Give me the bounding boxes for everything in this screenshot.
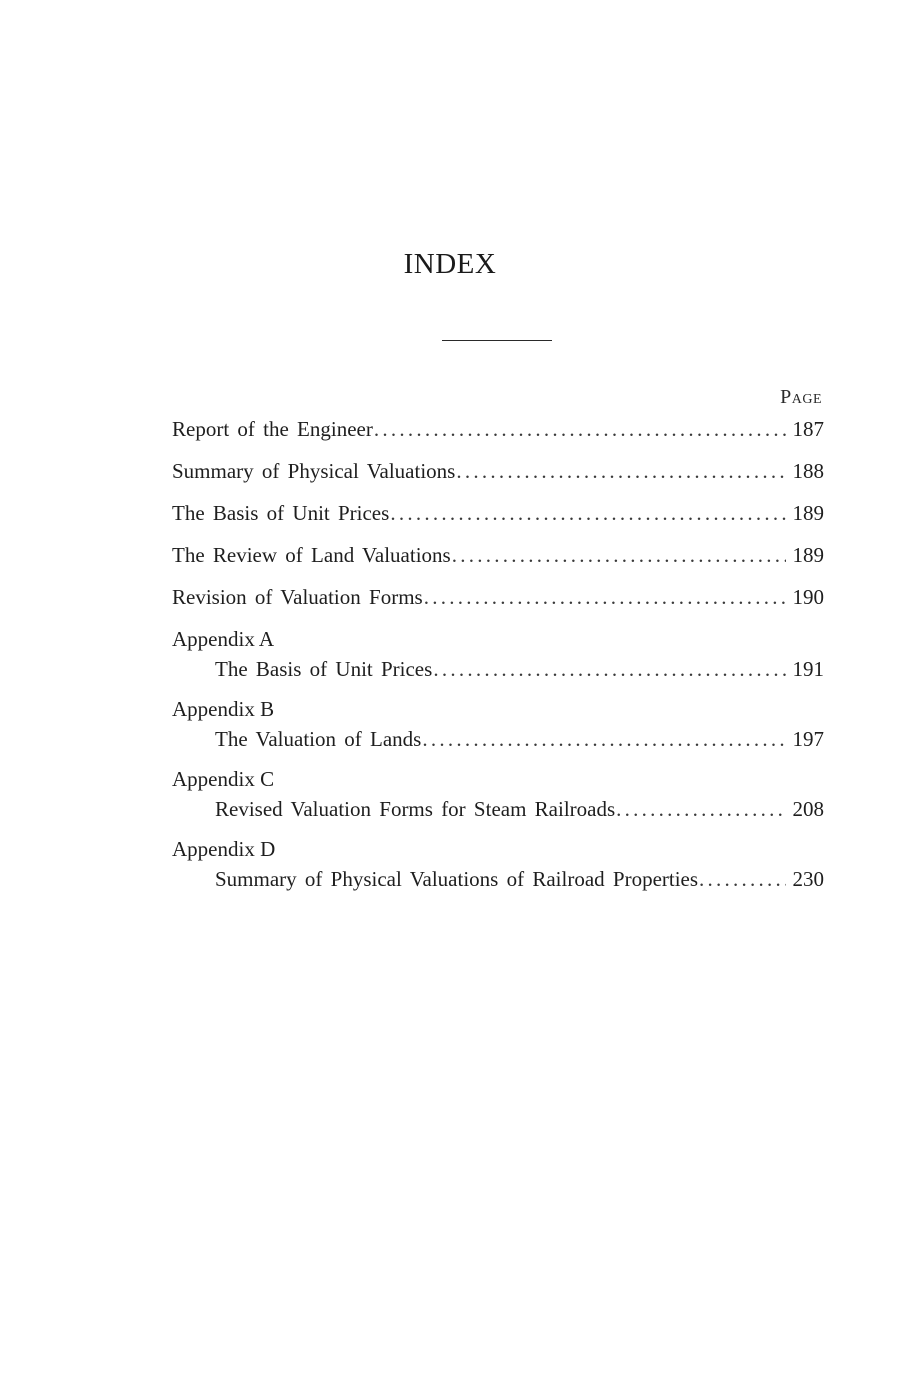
dot-leader bbox=[374, 414, 786, 444]
entry-label: Summary of Physical Valuations bbox=[172, 459, 456, 483]
entry-page-number: 208 bbox=[792, 797, 824, 821]
entry-page-number: 230 bbox=[792, 867, 824, 891]
entry-page-number: 189 bbox=[792, 543, 824, 567]
dot-leader bbox=[456, 456, 786, 486]
page-title: INDEX bbox=[403, 248, 497, 280]
entry-page-number: 191 bbox=[792, 657, 824, 681]
index-entry bbox=[172, 582, 824, 624]
appendix-heading: Appendix D bbox=[172, 837, 276, 861]
appendix-entry bbox=[172, 764, 824, 824]
appendix-heading: Appendix C bbox=[172, 767, 275, 791]
dot-leader bbox=[390, 498, 786, 528]
appendix-entry bbox=[172, 834, 824, 894]
dot-leader bbox=[699, 864, 786, 894]
entry-page-number: 190 bbox=[792, 585, 824, 609]
appendix-heading: Appendix A bbox=[172, 627, 275, 651]
index-entry bbox=[172, 414, 824, 456]
entry-label: Summary of Physical Valuations of Railroad Properties bbox=[215, 867, 699, 891]
entry-label: The Valuation of Lands bbox=[215, 727, 422, 751]
entry-label: Revision of Valuation Forms bbox=[172, 585, 423, 609]
page-column-heading: Page bbox=[780, 386, 822, 408]
index-list bbox=[172, 414, 824, 904]
entry-label: Revised Valuation Forms for Steam Railroads bbox=[215, 797, 616, 821]
entry-page-number: 197 bbox=[792, 727, 824, 751]
entry-page-number: 188 bbox=[792, 459, 824, 483]
dot-leader bbox=[424, 582, 786, 612]
index-entry bbox=[172, 498, 824, 540]
entry-page-number: 189 bbox=[792, 501, 824, 525]
appendix-entry bbox=[172, 624, 824, 684]
entry-label: Report of the Engineer bbox=[172, 417, 373, 441]
index-entry bbox=[172, 456, 824, 498]
dot-leader bbox=[452, 540, 786, 570]
entry-page-number: 187 bbox=[792, 417, 824, 441]
index-entry bbox=[172, 540, 824, 582]
entry-label: The Basis of Unit Prices bbox=[215, 657, 433, 681]
title-rule bbox=[442, 340, 552, 341]
dot-leader bbox=[616, 794, 786, 824]
appendix-entry bbox=[172, 694, 824, 754]
dot-leader bbox=[433, 654, 786, 684]
dot-leader bbox=[422, 724, 786, 754]
appendix-heading: Appendix B bbox=[172, 697, 275, 721]
entry-label: The Basis of Unit Prices bbox=[172, 501, 390, 525]
entry-label: The Review of Land Valuations bbox=[172, 543, 451, 567]
